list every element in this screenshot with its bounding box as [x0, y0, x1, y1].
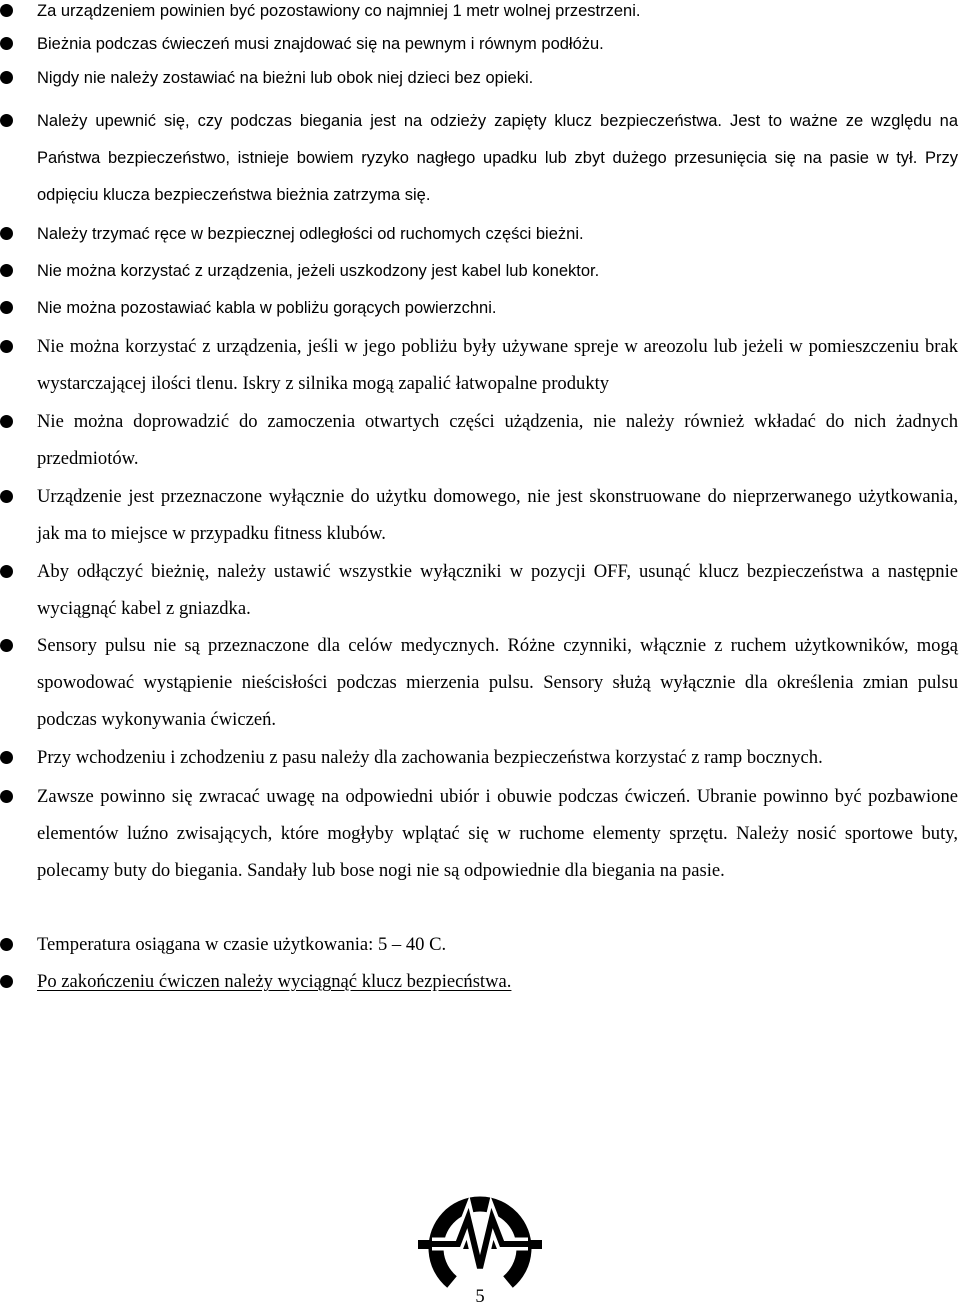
list-item-text: Należy trzymać ręce w bezpiecznej odległości od ruchomych części bieżni.: [37, 225, 584, 243]
list-item: [37, 216, 958, 253]
list-item-text: Nie można pozostawiać kabla w pobliżu gorących powierzchni.: [37, 299, 497, 317]
list-item: [37, 26, 958, 63]
list-item-text: Temperatura osiągana w czasie użytkowania: 5 – 40 C.: [37, 934, 447, 955]
list-item-text: Aby odłączyć bieżnię, należy ustawić wszystkie wyłączniki w pozycji OFF, usunąć klucz bezpieczeństwa a następnie wyciągnąć kabel z gniazdka.: [37, 561, 958, 619]
list-item-text: Sensory pulsu nie są przeznaczone dla celów medycznych. Różne czynniki, włącznie z ruchem użytkowników, mogą spowodować wystąpienie nieścisłości podczas mierzenia pulsu. Sensory służą wyłącznie dla określenia zmian pulsu podczas wykonywania ćwiczeń.: [37, 635, 958, 730]
list-item-text: Za urządzeniem powinien być pozostawiony co najmniej 1 metr wolnej przestrzeni.: [37, 2, 641, 20]
list-item-text: Po zakończeniu ćwiczen należy wyciągnąć klucz bezpiecństwa.: [37, 971, 512, 992]
bullet-icon: [0, 415, 13, 428]
list-item: [37, 328, 958, 402]
list-item-text: Nigdy nie należy zostawiać na bieżni lub obok niej dzieci bez opieki.: [37, 69, 534, 87]
list-item-text: Nie można korzystać z urządzenia, jeśli w jego pobliżu były używane spreje w areozolu lub jeżeli w pomieszczeniu brak wystarczającej ilości tlenu. Iskry z silnika mogą zapalić łatwopalne produkty: [37, 336, 958, 394]
page-number: 5: [475, 1286, 485, 1307]
list-item: [37, 926, 958, 963]
list-item: [37, 253, 958, 290]
bullet-icon: [0, 301, 13, 314]
list-item: [37, 103, 958, 214]
bullet-icon: [0, 340, 13, 353]
bullet-icon: [0, 490, 13, 503]
list-item: [37, 403, 958, 477]
list-item-text: Urządzenie jest przeznaczone wyłącznie do użytku domowego, nie jest skonstruowane do nieprzerwanego użytkowania, jak ma to miejsce w przypadku fitness klubów.: [37, 486, 958, 544]
list-item: [37, 290, 958, 327]
bullet-icon: [0, 71, 13, 84]
heartbeat-circle-logo-icon: [418, 1196, 542, 1288]
list-item-text: Nie można doprowadzić do zamoczenia otwartych części użądzenia, nie należy również wkładać do nich żadnych przedmiotów.: [37, 411, 958, 469]
list-item-text: Należy upewnić się, czy podczas biegania jest na odzieży zapięty klucz bezpieczeństwa. Jest to ważne ze względu na Państwa bezpieczeństwo, istnieje bowiem ryzyko nagłego upadku lub zbyt dużego przesunięcia się na pasie w tył. Przy odpięciu klucza bezpieczeństwa bieżnia zatrzyma się.: [37, 112, 958, 204]
list-item-text: Nie można korzystać z urządzenia, jeżeli uszkodzony jest kabel lub konektor.: [37, 262, 600, 280]
bullet-icon: [0, 37, 13, 50]
list-item: [37, 963, 958, 1000]
list-item: [37, 739, 958, 776]
bullet-icon: [0, 938, 13, 951]
list-item: [37, 60, 958, 97]
bullet-icon: [0, 790, 13, 803]
bullet-icon: [0, 264, 13, 277]
bullet-icon: [0, 565, 13, 578]
list-item: [37, 478, 958, 552]
list-item-text: Zawsze powinno się zwracać uwagę na odpowiedni ubiór i obuwie podczas ćwiczeń. Ubranie powinno być pozbawione elementów luźno zwisających, które mogłyby wplątać się w ruchome elementy sprzętu. Należy nosić sportowe buty, polecamy buty do biegania. Sandały lub bose nogi nie są odpowiednie dla biegania na pasie.: [37, 786, 958, 881]
bullet-icon: [0, 227, 13, 240]
bullet-icon: [0, 751, 13, 764]
list-item-text: Przy wchodzeniu i zchodzeniu z pasu należy dla zachowania bezpieczeństwa korzystać z ramp bocznych.: [37, 747, 823, 768]
list-item: [37, 553, 958, 627]
bullet-icon: [0, 639, 13, 652]
bullet-icon: [0, 114, 13, 127]
list-item: [37, 627, 958, 738]
bullet-icon: [0, 4, 13, 17]
list-item-text: Bieżnia podczas ćwieczeń musi znajdować się na pewnym i równym podłóżu.: [37, 35, 604, 53]
list-item: [37, 778, 958, 889]
bullet-icon: [0, 975, 13, 988]
